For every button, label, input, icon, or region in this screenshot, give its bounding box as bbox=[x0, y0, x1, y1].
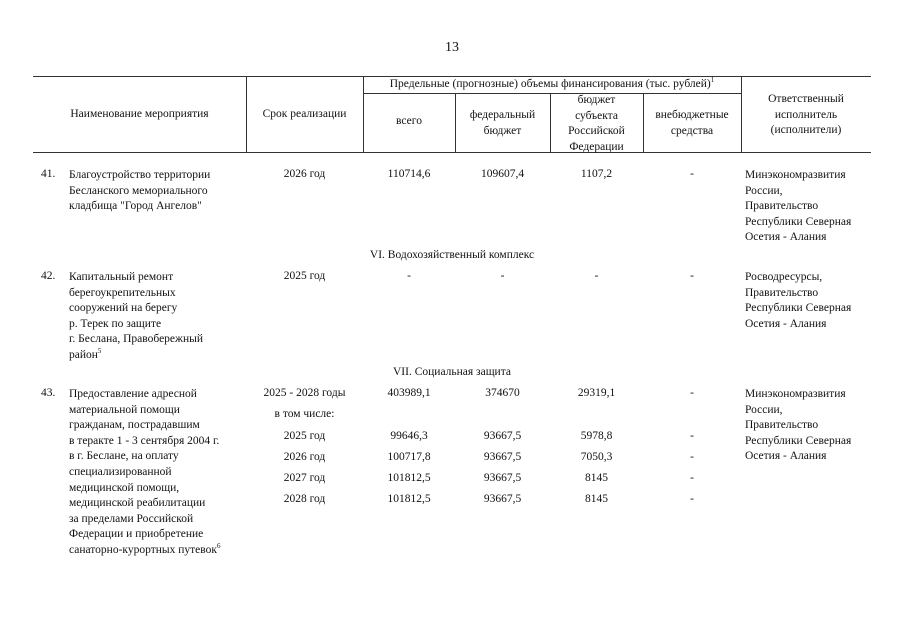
header-top-rule bbox=[33, 76, 871, 77]
subline-regional: 5978,8 bbox=[580, 430, 613, 442]
header-period: Срок реализации bbox=[262, 108, 347, 120]
subline-regional: 29319,1 bbox=[577, 387, 616, 399]
header-extrabudget: внебюджетные средства bbox=[655, 109, 729, 137]
row-name: Капитальный ремонт берегоукрепительных сооружений на берегу р. Терек по защите г. Беслана, Правобережный район bbox=[69, 271, 204, 361]
subline-extra: - bbox=[690, 472, 694, 484]
header-total: всего bbox=[396, 115, 422, 127]
row-total: - bbox=[407, 270, 411, 282]
subline-extra: - bbox=[690, 387, 694, 399]
section-heading: VII. Социальная защита bbox=[393, 366, 511, 378]
subline-federal: 93667,5 bbox=[483, 451, 522, 463]
subline-total: 403989,1 bbox=[387, 387, 431, 399]
subline-period: 2028 год bbox=[283, 493, 326, 505]
subline-regional: 8145 bbox=[585, 472, 608, 484]
header-funding-footnote: 1 bbox=[710, 76, 715, 85]
row-name-wrapper bbox=[69, 270, 245, 364]
row-name: Благоустройство территории Бесланского мемориального кладбища "Город Ангелов" bbox=[69, 169, 211, 213]
subline-federal: 93667,5 bbox=[483, 472, 522, 484]
subline-federal: 93667,5 bbox=[483, 493, 522, 505]
header-federal: федеральный бюджет bbox=[469, 109, 536, 137]
row-executor: Минэкономразвития России, Правительство Республики Северная Осетия - Алания bbox=[745, 169, 852, 244]
row-number: 41. bbox=[41, 168, 56, 180]
row-name-wrapper bbox=[69, 387, 247, 559]
subline-total: 100717,8 bbox=[387, 451, 431, 463]
subline-total: 101812,5 bbox=[387, 493, 431, 505]
subline-federal: 93667,5 bbox=[483, 430, 522, 442]
subline-period: 2026 год bbox=[283, 451, 326, 463]
row-extra: - bbox=[690, 168, 694, 180]
header-executor: Ответственный исполнитель (исполнители) bbox=[768, 93, 844, 137]
section-heading: VI. Водохозяйственный комплекс bbox=[369, 249, 535, 261]
subline-total: 99646,3 bbox=[390, 430, 428, 442]
subline-total: 101812,5 bbox=[387, 472, 431, 484]
row-name-footnote: 6 bbox=[216, 542, 221, 551]
subline-period: 2025 год bbox=[283, 430, 326, 442]
header-funding-group bbox=[363, 78, 741, 90]
row-number: 43. bbox=[41, 387, 56, 399]
row-regional: 1107,2 bbox=[580, 168, 613, 180]
row-name-footnote: 5 bbox=[97, 347, 102, 356]
subline-federal: 374670 bbox=[485, 387, 520, 399]
subline-extra: - bbox=[690, 451, 694, 463]
row-total: 110714,6 bbox=[387, 168, 431, 180]
row-executor: Минэкономразвития России, Правительство Республики Северная Осетия - Алания bbox=[745, 388, 852, 463]
subline-extra: - bbox=[690, 430, 694, 442]
subline-period: 2027 год bbox=[283, 472, 326, 484]
subline-period: 2025 - 2028 годы bbox=[263, 387, 346, 399]
row-extra: - bbox=[690, 270, 694, 282]
header-regional: бюджет субъекта Российской Федерации bbox=[568, 94, 625, 153]
row-period: 2025 год bbox=[283, 270, 326, 282]
page-number: 13 bbox=[445, 40, 459, 55]
row-period: 2026 год bbox=[283, 168, 326, 180]
header-funding-group-text: Предельные (прогнозные) объемы финансирования (тыс. рублей) bbox=[389, 78, 711, 90]
subline-regional: 8145 bbox=[585, 493, 608, 505]
header-name: Наименование мероприятия bbox=[70, 108, 209, 120]
subline-extra: - bbox=[690, 493, 694, 505]
subline-period: в том числе: bbox=[274, 408, 335, 420]
row-number: 42. bbox=[41, 270, 56, 282]
row-federal: - bbox=[500, 270, 505, 282]
row-federal: 109607,4 bbox=[480, 168, 525, 180]
row-regional: - bbox=[594, 270, 599, 282]
row-executor: Росводресурсы, Правительство Республики Северная Осетия - Алания bbox=[745, 271, 852, 330]
subline-regional: 7050,3 bbox=[580, 451, 613, 463]
header-bottom-rule bbox=[33, 152, 871, 153]
row-name: Предоставление адресной материальной помощи гражданам, пострадавшим в теракте 1 - 3 сентября 2004 г. в г. Беслане, на оплату специализированной медицинской помощи, медицинской реабилитации за пределами Российской Федерации и приобретение санаторно-курортных путевок bbox=[69, 388, 220, 556]
